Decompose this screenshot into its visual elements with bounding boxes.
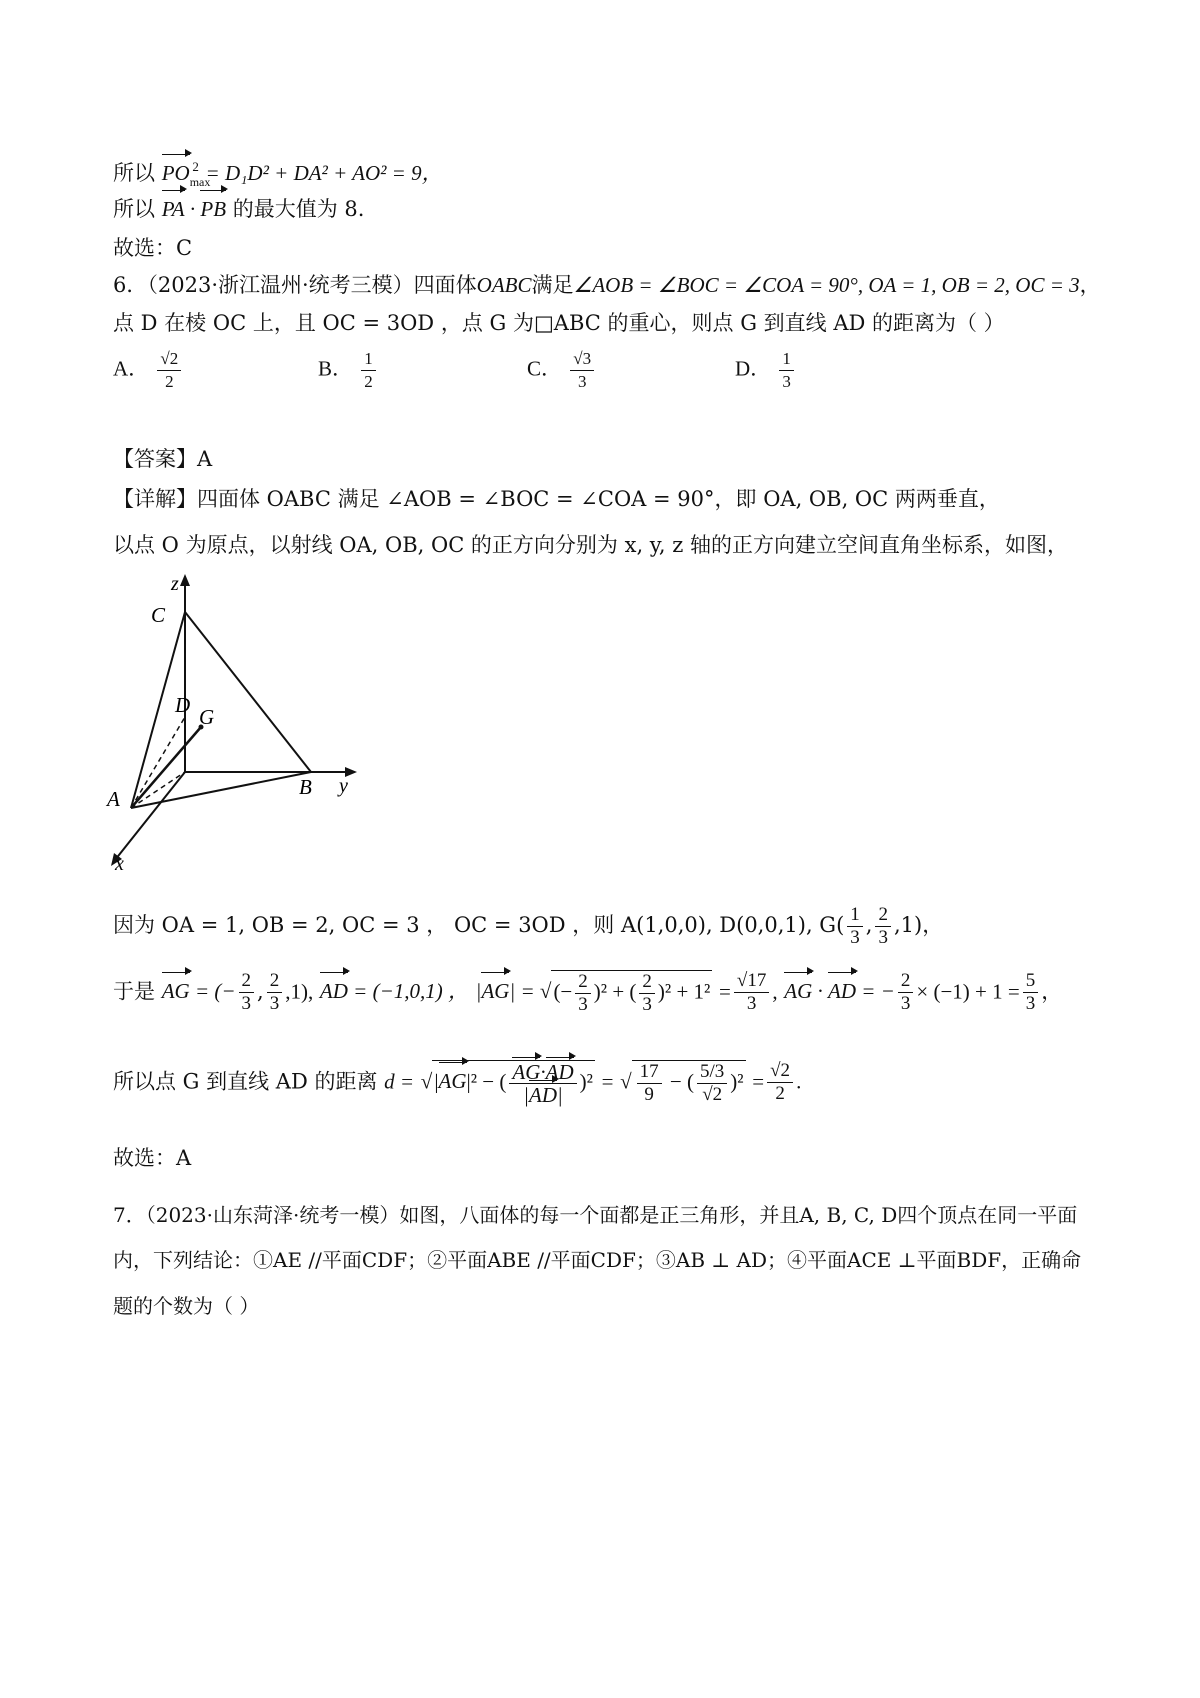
label-c: C (151, 603, 166, 627)
segment-ad (131, 717, 185, 808)
label-d: D (175, 693, 191, 717)
label-a: A (107, 787, 120, 811)
label-x: x (115, 853, 124, 872)
label-z: z (171, 573, 179, 595)
q7-line-1: 7．（2023·山东菏泽·统考一模）如图，八面体的每一个面都是正三角形，并且A, B, C, D四个顶点在同一平面 (113, 1203, 1078, 1227)
q6-choice: 故选：A (113, 1146, 192, 1170)
label-y: y (339, 775, 348, 797)
q7-line-3: 题的个数为（ ） (113, 1294, 260, 1318)
q6-answer: 【答案】A (113, 447, 213, 471)
q6-detail-2: 以点 O 为原点，以射线 OA, OB, OC 的正方向分别为 x, y, z 轴的正方向建立空间直角坐标系，如图， (113, 533, 1068, 557)
q7-line-2: 内，下列结论：①AE //平面CDF；②平面ABE //平面CDF；③AB ⊥ AD；④平面ACE ⊥平面BDF，正确命 (113, 1248, 1082, 1272)
tetrahedron-figure (105, 572, 375, 872)
option-c: C． $\frac{√3}{3}$ (527, 348, 597, 393)
q6-stem-line-2: 点 D 在棱 OC 上，且 OC = 3OD ，点 G 为□ABC 的重心，则点 G 到直线 AD 的距离为（ ） (113, 311, 1005, 335)
q6-then: 于是 AG = (− $\frac{2}{3}$ , $\frac{2}{3}$ ,1), AD = (−1,0,1) ， |AG| = √(− $\frac{2}{3}$ )² + ( $\frac{2}{3}$ )² + 1² = $\frac{√17}{3}$ , AG · AD = − $\frac{2}{3}$ × (−1) + 1 = $\frac{5}{3}$ ， (113, 970, 1063, 1015)
option-b: B． $\frac{1}{2}$ (318, 348, 379, 393)
q6-because: 因为 OA = 1, OB = 2, OC = 3 ， OC = 3OD ，则 A(1,0,0), D(0,0,1), G( $\frac{1}{3}$ , $\frac{2}{3}$ ,1)， (113, 904, 944, 948)
option-d: D． $\frac{1}{3}$ (735, 348, 797, 393)
option-a: A． $\frac{√2}{2}$ (113, 348, 184, 393)
vector-po: PO (162, 158, 190, 188)
q6-detail-1: 【详解】四面体 OABC 满足 ∠AOB = ∠BOC = ∠COA = 90°，即 OA, OB, OC 两两垂直， (113, 487, 1000, 511)
label-g: G (199, 705, 215, 729)
vector-pb: PB (200, 194, 226, 224)
vector-pa: PA (162, 194, 185, 224)
prev-line-1: 所以 $PO_{max}^2 = D_1D^2 + DA^2 + AO^2 = 9$， (113, 159, 443, 189)
edge-cb (185, 612, 311, 772)
q6-stem-line-1: 6．（2023·浙江温州·统考三模）四面体OABC满足∠AOB = ∠BOC = ∠COA = 90°, OA = 1, OB = 2, OC = 3， (113, 273, 1101, 297)
prev-choice: 故选：C (113, 236, 193, 260)
prev-line-2: 所以 PA · PB 的最大值为 8. (113, 194, 364, 224)
q6-distance: 所以点 G 到直线 AD 的距离 d = √|AG|² − ( $\frac{AG\cdot AD}{|AD|}$ )² = √ $\frac{17}{9}$ − ( $\frac{5/3}{√2}$ )² = $\frac{√2}{2}$ . (113, 1060, 802, 1107)
label-b: B (299, 775, 312, 799)
